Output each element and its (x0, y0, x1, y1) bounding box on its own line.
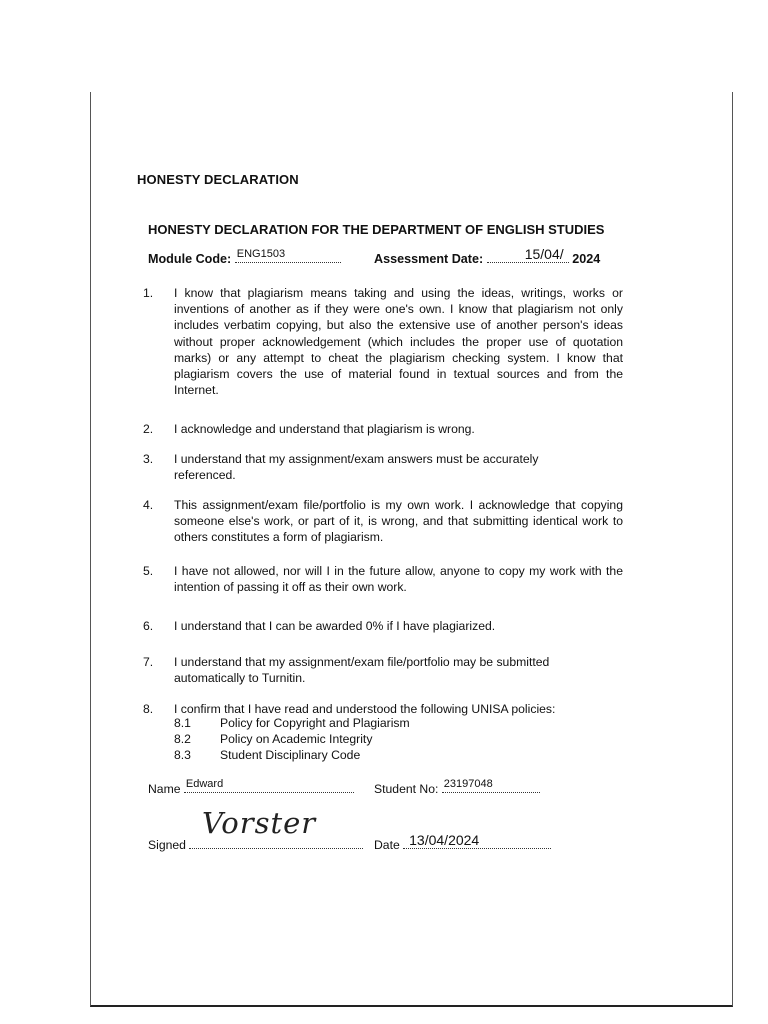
policy-item: 8.1 Policy for Copyright and Plagiarism (174, 716, 410, 730)
list-item-text: I understand that my assignment/exam answers must be accurately referenced. (174, 452, 539, 483)
student-no-label: Student No: (374, 782, 439, 796)
assessment-date-value: 15/04/ (524, 246, 564, 262)
student-no-row (374, 778, 540, 796)
list-item: 7. I understand that my assignment/exam file/portfolio may be submitted automatically to Turnitin. (143, 654, 583, 686)
signed-row (148, 837, 363, 852)
list-item-text: This assignment/exam file/portfolio is my own work. I acknowledge that copying someone else's work, or part of it, is wrong, and that submitting identical work to others constitutes a form of plagiarism. (174, 498, 623, 545)
list-item: 2. I acknowledge and understand that plagiarism is wrong. (143, 421, 623, 437)
date-value: 13/04/2024 (409, 832, 480, 848)
module-code-row (148, 248, 341, 266)
signed-label: Signed (148, 838, 186, 852)
module-code-field (235, 248, 341, 263)
assessment-date-year: 2024 (572, 252, 601, 266)
assessment-date-label: Assessment Date: (374, 252, 484, 266)
list-item: 8. I confirm that I have read and understood the following UNISA policies: (143, 701, 623, 717)
assessment-date-row (374, 246, 601, 266)
handwritten-signature: Vorster (202, 806, 317, 840)
list-item: 4. This assignment/exam file/portfolio is my own work. I acknowledge that copying someone else's work, or part of it, is wrong, and that submitting identical work to others constitutes a form of plagiarism. (143, 498, 623, 545)
page-title: HONESTY DECLARATION (137, 172, 299, 187)
list-item: 1. I know that plagiarism means taking and using the ideas, writings, works or inventions of another as if they were one's own. I know that plagiarism not only includes verbatim copying, but also the extensive use of another person's ideas without proper acknowledgement (which includes the proper use of quotation marks) or any attempt to cheat the plagiarism checking system. I know that plagiarism covers the use of material found in textual sources and from the Internet. (143, 286, 623, 398)
list-item-text: I have not allowed, nor will I in the future allow, anyone to copy my work with the intention of passing it off as their own work. (174, 564, 623, 595)
list-item: 3. I understand that my assignment/exam answers must be accurately referenced. (143, 451, 583, 483)
student-no-field (442, 778, 540, 793)
policy-item: 8.2 Policy on Academic Integrity (174, 732, 373, 746)
student-no-value: 23197048 (443, 778, 493, 790)
declaration-heading: HONESTY DECLARATION FOR THE DEPARTMENT OF ENGLISH STUDIES (148, 222, 605, 237)
name-row (148, 778, 354, 796)
policy-item: 8.3 Student Disciplinary Code (174, 748, 361, 762)
list-item-text: I understand that I can be awarded 0% if I have plagiarized. (174, 619, 496, 633)
name-field (184, 778, 354, 793)
list-item: 5. I have not allowed, nor will I in the future allow, anyone to copy my work with the intention of passing it off as their own work. (143, 564, 623, 595)
date-row (374, 832, 551, 852)
date-field (403, 832, 551, 849)
assessment-date-field (487, 246, 569, 263)
signature-line (189, 837, 363, 849)
list-item-text: I know that plagiarism means taking and using the ideas, writings, works or inventions of another as if they were one's own. I know that plagiarism not only includes verbatim copying, but also the extensive use of another person's ideas without proper acknowledgement (which includes the proper use of quotation marks) or any attempt to cheat the plagiarism checking system. I know that plagiarism covers the use of material found in textual sources and from the Internet. (174, 286, 623, 398)
name-value: Edward (185, 778, 224, 790)
module-code-value: ENG1503 (236, 248, 286, 260)
name-label: Name (148, 782, 181, 796)
list-item-text: I confirm that I have read and understood the following UNISA policies: (174, 702, 556, 716)
list-item-text: I acknowledge and understand that plagiarism is wrong. (174, 422, 475, 436)
date-label: Date (374, 838, 400, 852)
list-item: 6. I understand that I can be awarded 0% if I have plagiarized. (143, 618, 623, 634)
module-code-label: Module Code: (148, 252, 232, 266)
list-item-text: I understand that my assignment/exam file/portfolio may be submitted automatically to Turnitin. (174, 655, 550, 686)
